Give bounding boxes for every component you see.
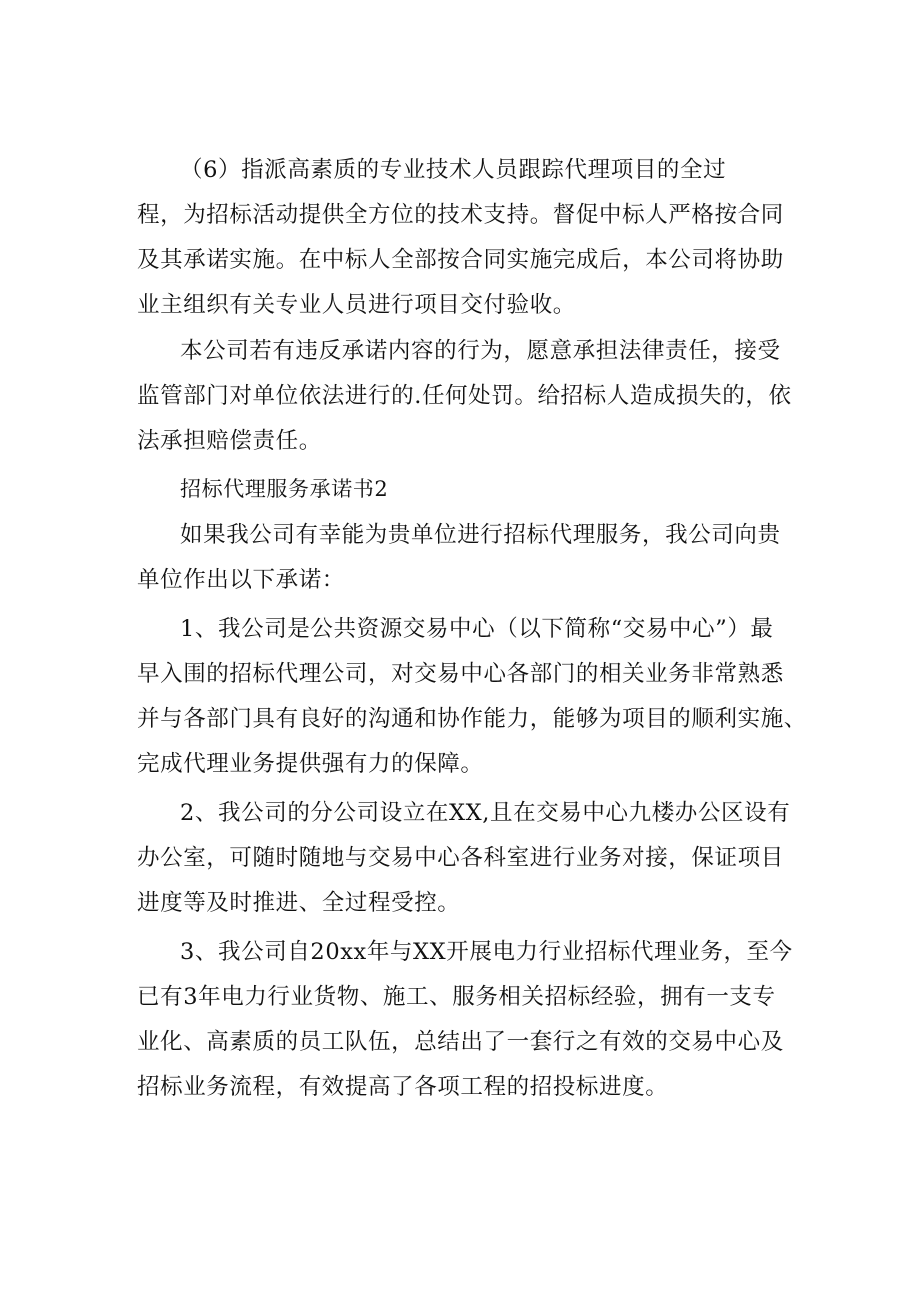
- paragraph-1-line-2: 程，为招标活动提供全方位的技术支持。督促中标人严格按合同: [137, 202, 784, 228]
- paragraph-2-line-3: 法承担赔偿责任。: [137, 428, 322, 454]
- paragraph-1-line-4: 业主组织有关专业人员进行项目交付验收。: [137, 292, 576, 318]
- paragraph-3-line-1: 如果我公司有幸能为贵单位进行招标代理服务，我公司向贵: [180, 522, 781, 548]
- section-heading: 招标代理服务承诺书2: [180, 477, 389, 501]
- item-3-line-1: 3、我公司自20xx年与XX开展电力行业招标代理业务，至今: [180, 939, 793, 965]
- paragraph-2-line-2: 监管部门对单位依法进行的.任何处罚。给招标人造成损失的，依: [137, 383, 792, 409]
- item-2-line-2: 办公室，可随时随地与交易中心各科室进行业务对接，保证项目: [137, 845, 784, 871]
- paragraph-1-line-3: 及其承诺实施。在中标人全部按合同实施完成后，本公司将协助: [137, 247, 784, 273]
- paragraph-3-line-2: 单位作出以下承诺：: [137, 567, 345, 593]
- item-3-line-3: 业化、高素质的员工队伍，总结出了一套行之有效的交易中心及: [137, 1029, 784, 1055]
- item-3-line-2: 已有3年电力行业货物、施工、服务相关招标经验，拥有一支专: [137, 984, 776, 1010]
- item-1-line-1: 1、我公司是公共资源交易中心（以下简称“交易中心”）最: [180, 616, 774, 642]
- item-1-line-4: 完成代理业务提供强有力的保障。: [137, 751, 484, 777]
- item-3-line-4: 招标业务流程，有效提高了各项工程的招投标进度。: [137, 1074, 669, 1100]
- item-1-line-2: 早入围的招标代理公司，对交易中心各部门的相关业务非常熟悉: [137, 661, 784, 687]
- item-2-line-3: 进度等及时推进、全过程受控。: [137, 890, 461, 916]
- paragraph-1-line-1: （6）指派高素质的专业技术人员跟踪代理项目的全过: [180, 157, 727, 183]
- paragraph-2-line-1: 本公司若有违反承诺内容的行为，愿意承担法律责任，接受: [180, 338, 781, 364]
- item-1-line-3: 并与各部门具有良好的沟通和协作能力，能够为项目的顺利实施、: [137, 706, 807, 732]
- item-2-line-1: 2、我公司的分公司设立在XX,且在交易中心九楼办公区设有: [180, 800, 791, 826]
